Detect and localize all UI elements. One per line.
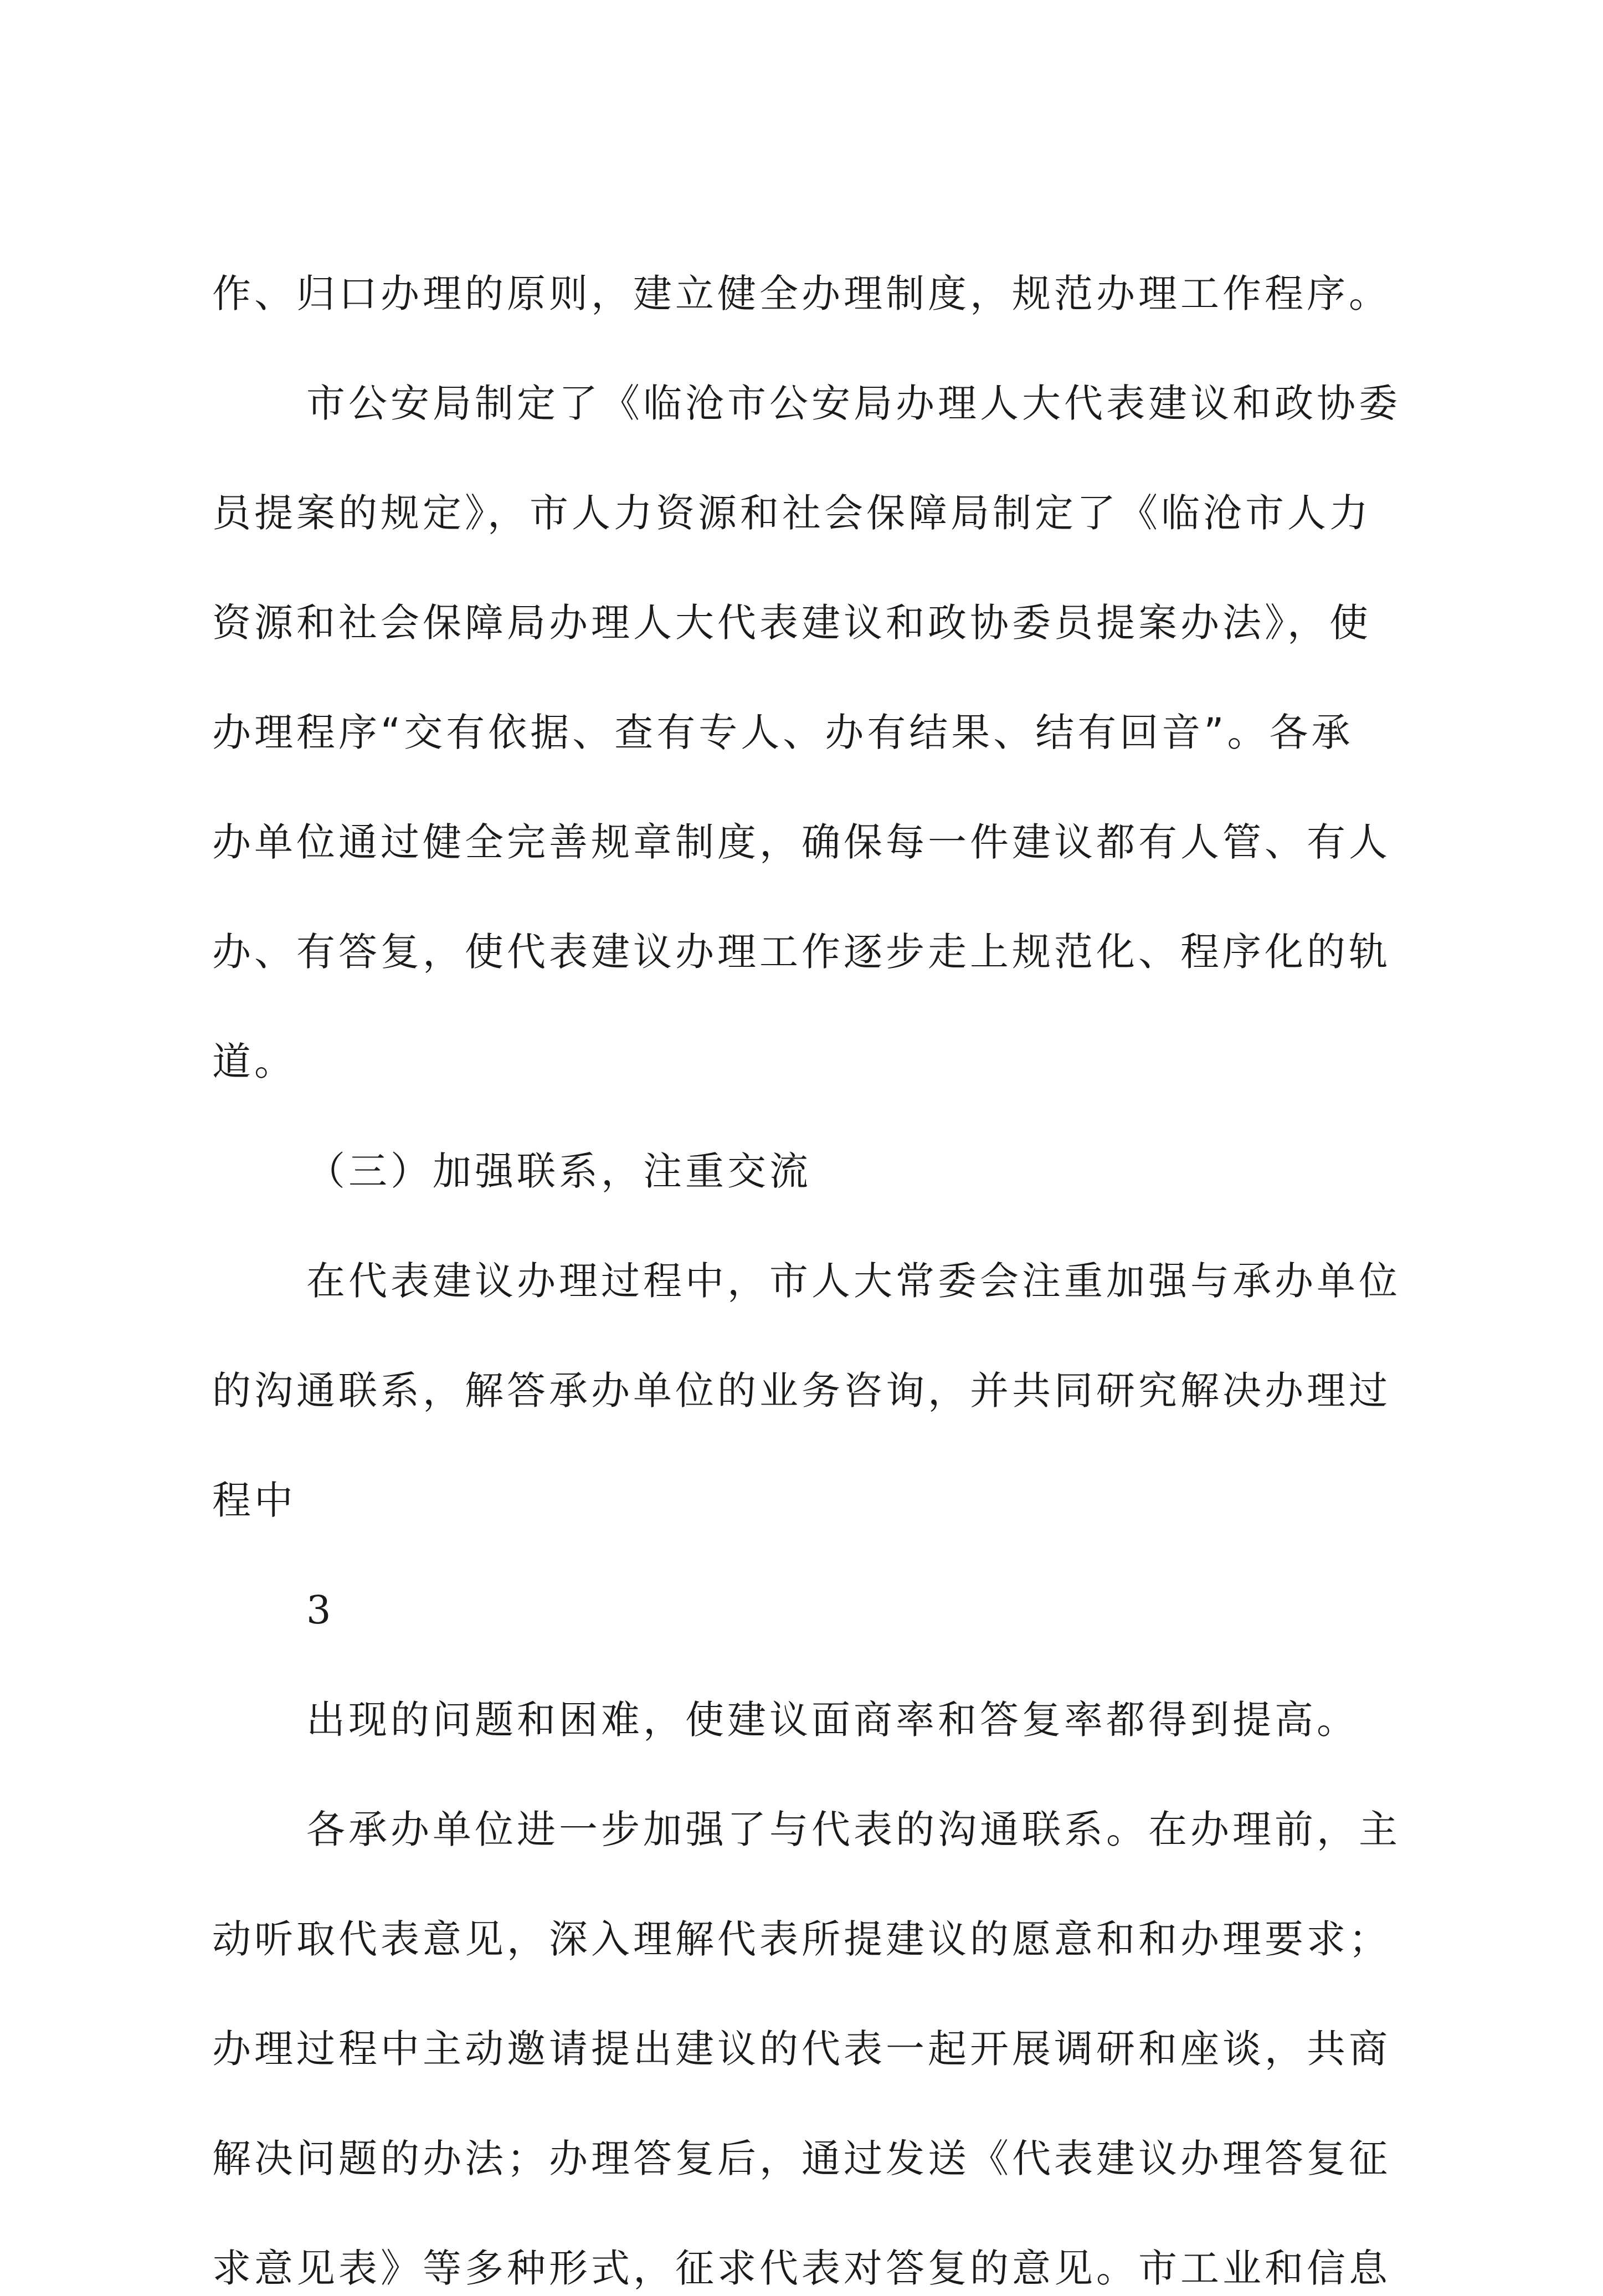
text-line: 的沟通联系，解答承办单位的业务咨询，并共同研究解决办理过 — [212, 1368, 1391, 1413]
text-line: 员提案的规定》，市人力资源和社会保障局制定了《临沧市人力 — [212, 490, 1371, 536]
text-line: 解决问题的办法；办理答复后，通过发送《代表建议办理答复征 — [212, 2136, 1391, 2181]
text-line: 程中 — [212, 1478, 296, 1523]
text-line: 在代表建议办理过程中，市人大常委会注重加强与承办单位 — [306, 1258, 1401, 1304]
text-line: 各承办单位进一步加强了与代表的沟通联系。在办理前，主 — [306, 1807, 1401, 1852]
text-line: 动听取代表意见，深入理解代表所提建议的愿意和和办理要求； — [212, 1916, 1391, 1962]
text-line: 办理过程中主动邀请提出建议的代表一起开展调研和座谈，共商 — [212, 2026, 1391, 2072]
text-line: 作、归口办理的原则，建立健全办理制度，规范办理工作程序。 — [212, 271, 1391, 316]
text-line: 出现的问题和困难，使建议面商率和答复率都得到提高。 — [306, 1697, 1359, 1742]
section-heading: （三）加强联系，注重交流 — [306, 1149, 811, 1194]
text-line: 办理程序“交有依据、查有专人、办有结果、结有回音”。各承 — [212, 710, 1354, 755]
text-line: 办单位通过健全完善规章制度，确保每一件建议都有人管、有人 — [212, 819, 1391, 865]
inline-page-number: 3 — [306, 1587, 335, 1633]
text-line: 道。 — [212, 1039, 296, 1084]
text-line: 资源和社会保障局办理人大代表建议和政协委员提案办法》，使 — [212, 600, 1371, 645]
text-line: 求意见表》等多种形式，征求代表对答复的意见。市工业和信息 — [212, 2246, 1391, 2291]
text-line: 市公安局制定了《临沧市公安局办理人大代表建议和政协委 — [306, 381, 1401, 426]
text-line: 办、有答复，使代表建议办理工作逐步走上规范化、程序化的轨 — [212, 929, 1391, 975]
